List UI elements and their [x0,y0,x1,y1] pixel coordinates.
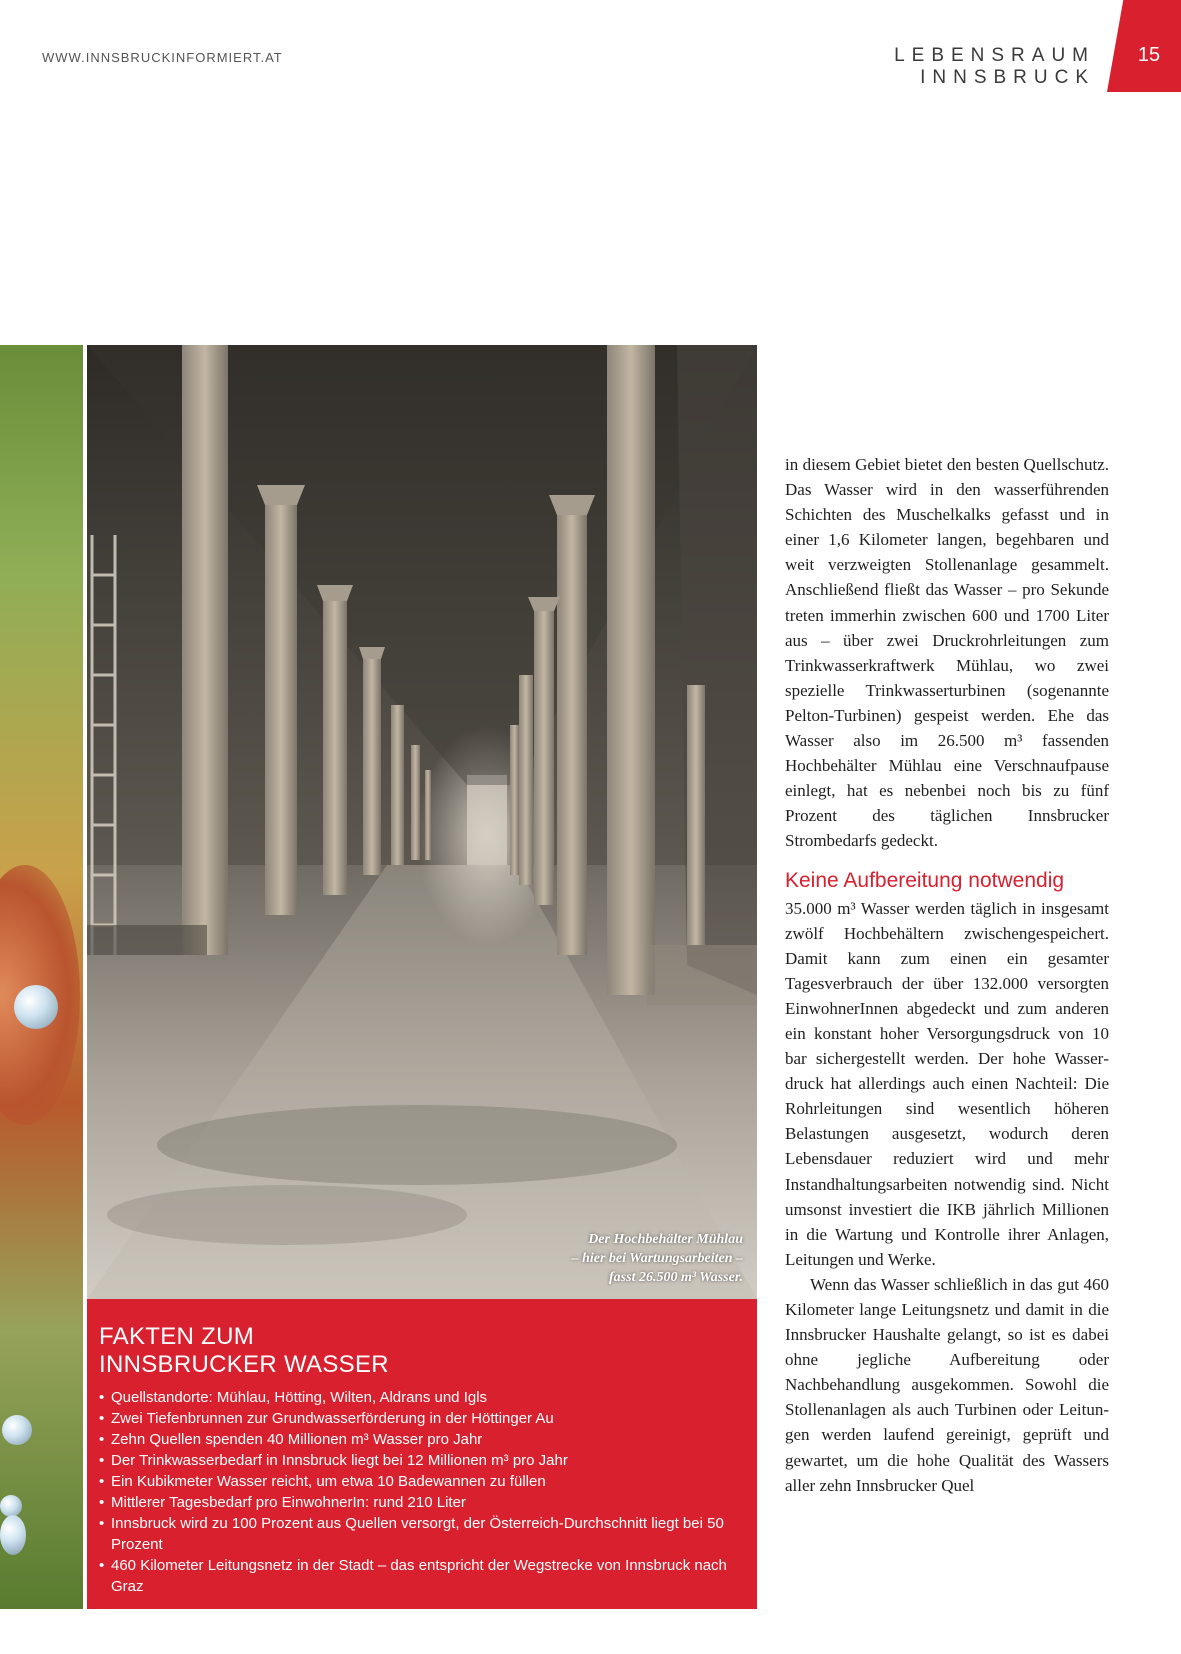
caption-line: fasst 26.500 m³ Wasser. [609,1270,743,1285]
website-url: WWW.INNSBRUCKINFORMIERT.AT [42,50,283,65]
water-drop [2,1415,32,1445]
facts-box [87,1299,757,1609]
facts-title-line: INNSBRUCKER WASSER [99,1351,389,1378]
fact-item: • Mittlerer Tagesbedarf pro EinwohnerIn: rund 210 Liter [99,1492,745,1513]
page-number: 15 [1137,44,1161,66]
fact-item: • 460 Kilometer Leitungsnetz in der Stadt – das entspricht der Wegstrecke von Innsbruck nach Graz [99,1555,745,1597]
photo-caption [483,1230,743,1287]
water-drop [0,1495,22,1517]
facts-title-line: FAKTEN ZUM [99,1323,255,1350]
facts-list [99,1387,745,1597]
fact-item: • Zehn Quellen spenden 40 Millionen m³ Wasser pro Jahr [99,1429,745,1450]
reservoir-illustration [87,345,757,1299]
article-paragraph: Wenn das Wasser schließlich in das gut 460 Kilometer lange Leitungsnetz und damit in die Innsbrucker Haushalte gelangt, so ist es dabei ohne jegliche Aufbereitung oder Nachbehandlung ausgekommen. Sowohl die Stollenanlagen als auch Turbinen oder Leitungen werden laufend gereinigt, geprüft und gewartet, um die hohe Qualität des Wassers aller zehn Innsbrucker Quel [785,1274,1109,1495]
article-paragraph: in diesem Gebiet bietet den besten Quellschutz. Das Wasser wird in den wasserführenden Schichten des Muschelkalks gefasst und in einer 1,6 Kilometer langen, begehbaren und weit verzweigten Stollenanlage gesammelt. Anschließend fließt das Wasser – pro Sekunde treten immerhin zwischen 600 und 1700 Liter aus – über zwei Druckrohrleitungen zum Trinkwasserkraftwerk Mühlau, wo zwei spezielle Trinkwasserturbinen (sogenannte Pelton-Turbinen) gespeist werden. Ehe das Wasser also im 26.500 m³ fassenden Hochbehälter Mühlau eine Verschnaufpause einlegt, hat es nebenbei noch bis zu fünf Prozent des täglichen Innsbrucker Strombedarfs gedeckt. [785,455,1109,851]
fact-item: • Zwei Tiefenbrunnen zur Grundwasserförderung in der Höttinger Au [99,1408,745,1429]
water-drop [14,985,58,1029]
water-drop [0,1515,26,1555]
fact-item: • Innsbruck wird zu 100 Prozent aus Quellen versorgt, der Österreich-Durchschnitt liegt bei 50 Prozent [99,1513,745,1555]
caption-line: Der Hochbehälter Mühlau [588,1232,743,1247]
caption-line: – hier bei Wartungsarbeiten – [571,1251,743,1266]
fact-item: • Quellstandorte: Mühlau, Hötting, Wilten, Aldrans und Igls [99,1387,745,1408]
article-subheading: Keine Aufbereitung notwendig [785,868,1065,892]
fact-item: • Der Trinkwasserbedarf in Innsbruck liegt bei 12 Millionen m³ pro Jahr [99,1450,745,1471]
section-title: LEBENSRAUM INNSBRUCK [894,45,1095,88]
fact-item: • Ein Kubikmeter Wasser reicht, um etwa 10 Badewannen zu füllen [99,1471,745,1492]
side-photo [0,345,83,1609]
reservoir-photo [87,345,757,1299]
article-column [785,452,1109,1498]
article-paragraph: 35.000 m³ Wasser werden täglich in insgesamt zwölf Hochbehältern zwischengespeichert. Damit kann zum einen ein gesamter Tagesverbrauch der über 132.000 versorgten EinwohnerInnen abgedeckt und zum anderen ein konstant hoher Versorgungsdruck von 10 bar sichergestellt werden. Der hohe Wasserdruck hat allerdings auch einen Nachteil: Die Rohrleitungen sind wesentlich höheren Belastungen ausgesetzt, wodurch deren Lebensdauer reduziert wird und mehr Instandhaltungsarbeiten notwendig sind. Nicht umsonst investiert die IKB jährlich Millionen in die Wartung und Kontrolle ihrer Anlagen, Leitungen und Werke. [785,898,1109,1269]
facts-title [99,1323,745,1379]
